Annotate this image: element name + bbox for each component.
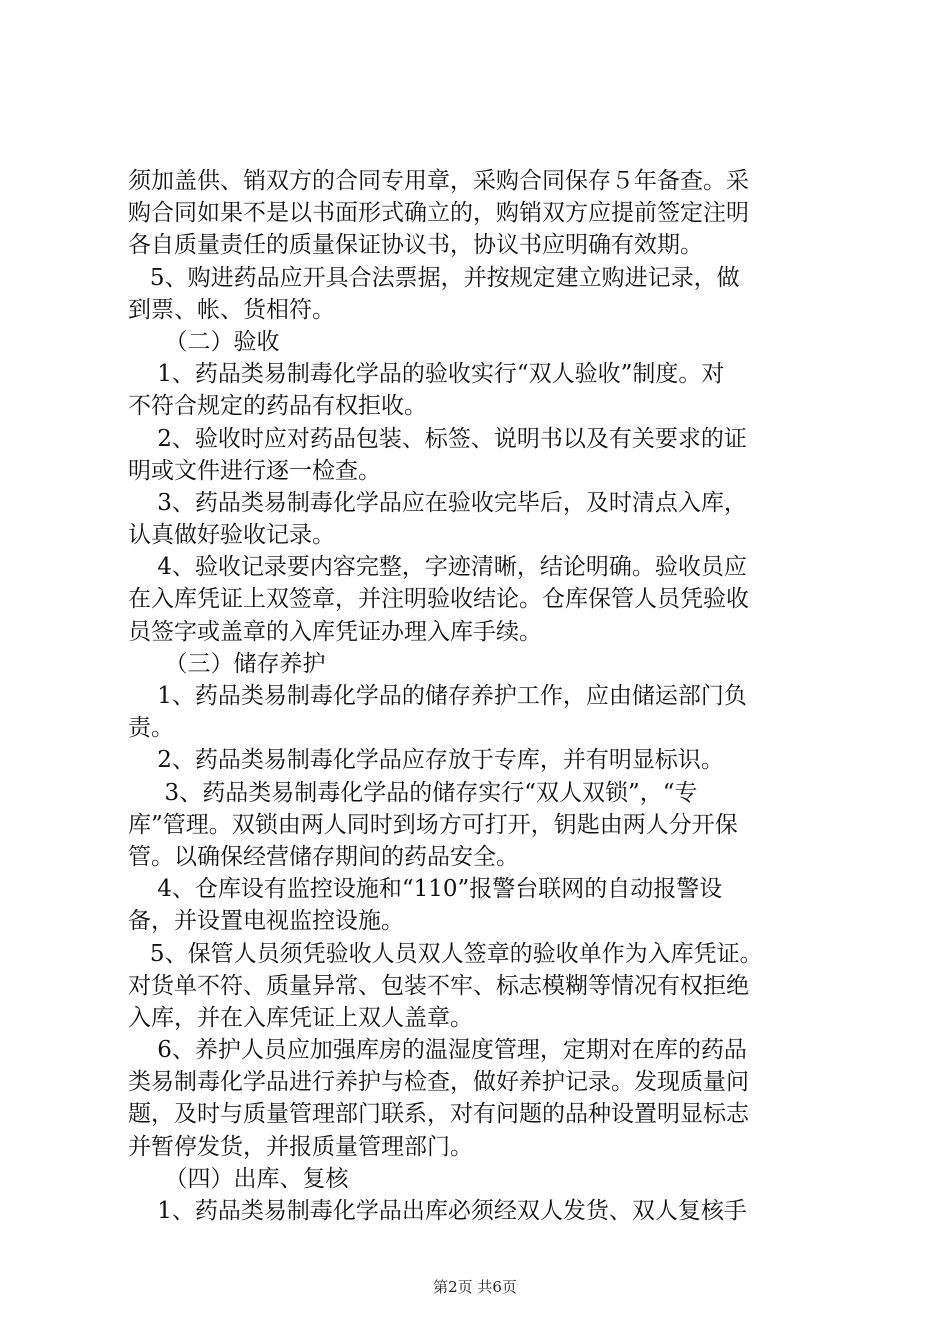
text-line: 6、养护人员应加强库房的温湿度管理，定期对在库的药品: [128, 1037, 747, 1064]
text-line: 员签字或盖章的入库凭证办理入库手续。: [128, 618, 542, 645]
text-line: 1、药品类易制毒化学品的验收实行“双人验收”制度。对: [128, 361, 725, 388]
text-line: 4、验收记录要内容完整，字迹清晰，结论明确。验收员应: [128, 554, 747, 581]
text-line: 2、验收时应对药品包装、标签、说明书以及有关要求的证: [128, 425, 747, 452]
text-line: 库”管理。双锁由两人同时到场方可打开，钥匙由两人分开保: [128, 811, 738, 838]
text-line: 类易制毒化学品进行养护与检查，做好养护记录。发现质量问: [128, 1069, 749, 1096]
text-line: 1、药品类易制毒化学品的储存养护工作，应由储运部门负: [128, 683, 747, 709]
text-line: 5、购进药品应开具合法票据，并按规定建立购进记录，做: [128, 264, 740, 291]
text-line: 在入库凭证上双签章，并注明验收结论。仓库保管人员凭验收: [128, 586, 749, 613]
section-heading: （四）出库、复核: [128, 1165, 349, 1192]
text-line: 题，及时与质量管理部门联系，对有问题的品种设置明显标志: [128, 1101, 749, 1128]
text-line: 不符合规定的药品有权拒收。: [128, 393, 427, 420]
text-line: 须加盖供、销双方的合同专用章，采购合同保存５年备查。采: [128, 168, 749, 194]
text-line: 购合同如果不是以书面形式确立的，购销双方应提前签定注明: [128, 200, 749, 227]
text-line: 明或文件进行逐一检查。: [128, 457, 381, 484]
text-line: 3、药品类易制毒化学品应在验收完毕后，及时清点入库，: [128, 489, 747, 516]
page-number-footer: 第2页 共6页: [433, 1278, 517, 1296]
section-heading: （三）储存养护: [128, 650, 326, 677]
text-line: 5、保管人员须凭验收人员双人签章的验收单作为入库凭证。: [128, 940, 763, 967]
text-line: 对货单不符、质量异常、包装不牢、标志模糊等情况有权拒绝: [128, 972, 749, 999]
text-line: 3、药品类易制毒化学品的储存实行“双人双锁”，“专: [128, 779, 698, 806]
section-heading: （二）验收: [128, 328, 280, 355]
body-text: [128, 165, 833, 1227]
text-line: 责。: [128, 715, 174, 742]
text-line: 管。以确保经营储存期间的药品安全。: [128, 843, 519, 870]
text-line: 各自质量责任的质量保证协议书，协议书应明确有效期。: [128, 232, 703, 259]
text-line: 1、药品类易制毒化学品出库必须经双人发货、双人复核手: [128, 1198, 747, 1224]
text-line: 2、药品类易制毒化学品应存放于专库，并有明显标识。: [128, 747, 724, 774]
text-line: 入库，并在入库凭证上双人盖章。: [128, 1004, 473, 1031]
text-line: 4、仓库设有监控设施和“110”报警台联网的自动报警设: [128, 876, 723, 903]
text-line: 到票、帐、货相符。: [128, 296, 335, 323]
text-line: 并暂停发货，并报质量管理部门。: [128, 1133, 473, 1160]
text-line: 备，并设置电视监控设施。: [128, 908, 404, 935]
text-line: 认真做好验收记录。: [128, 522, 335, 549]
